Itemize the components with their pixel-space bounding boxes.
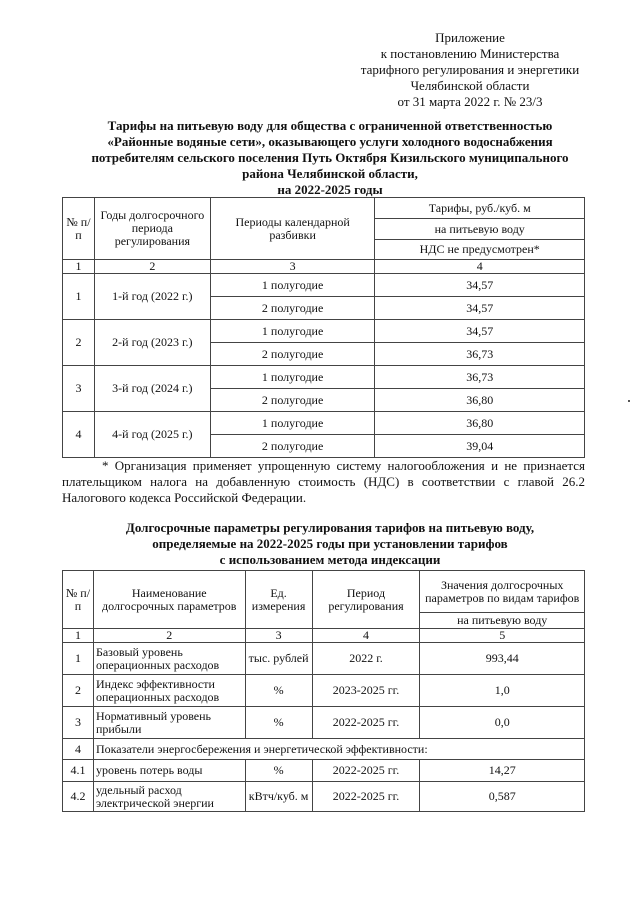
row-value: 34,57 (375, 274, 585, 297)
title-line: Долгосрочные параметры регулирования тарифов на питьевую воду, (125, 520, 535, 535)
row-half: 2 полугодие (210, 343, 375, 366)
parameters-table (62, 570, 585, 812)
section-num: 4 (63, 739, 94, 760)
title-line: на 2022-2025 годы (277, 182, 383, 197)
row-value: 36,73 (375, 343, 585, 366)
row-half: 2 полугодие (210, 389, 375, 412)
header-unit: Ед. измерения (245, 571, 312, 629)
row-num: 1 (63, 274, 95, 320)
title-line: потребителям сельского поселения Путь Октября Кизильского муниципального (91, 150, 569, 165)
title-line: определяемые на 2022-2025 годы при установлении тарифов (152, 536, 508, 551)
row-period: 2022-2025 гг. (312, 707, 420, 739)
header-water: на питьевую воду (375, 219, 585, 240)
row-num: 4 (63, 412, 95, 458)
row-value: 1,0 (420, 675, 585, 707)
row-half: 1 полугодие (210, 366, 375, 389)
appendix-line: к постановлению Министерства (380, 46, 560, 61)
index-cell: 2 (93, 629, 245, 643)
row-num: 1 (63, 643, 94, 675)
row-name: Индекс эффективности операционных расходов (93, 675, 245, 707)
row-value: 0,587 (420, 782, 585, 812)
header-values: Значения долгосрочных параметров по видам тарифов (420, 571, 585, 613)
header-water: на питьевую воду (420, 613, 585, 629)
row-unit: % (245, 675, 312, 707)
row-period: 2022-2025 гг. (312, 760, 420, 782)
row-name: Нормативный уровень прибыли (93, 707, 245, 739)
table-row (63, 320, 585, 343)
row-period: 2022 г. (312, 643, 420, 675)
table-row (63, 412, 585, 435)
table-row (63, 782, 585, 812)
section-row (63, 739, 585, 760)
appendix-line: от 31 марта 2022 г. № 23/3 (397, 94, 543, 109)
row-value: 39,04 (375, 435, 585, 458)
row-value: 36,73 (375, 366, 585, 389)
row-num: 3 (63, 366, 95, 412)
header-years: Годы долгосрочного периода регулирования (94, 198, 210, 260)
row-value: 993,44 (420, 643, 585, 675)
row-period: 2023-2025 гг. (312, 675, 420, 707)
row-year: 4-й год (2025 г.) (94, 412, 210, 458)
row-value: 36,80 (375, 412, 585, 435)
row-year: 3-й год (2024 г.) (94, 366, 210, 412)
index-cell: 5 (420, 629, 585, 643)
row-half: 2 полугодие (210, 435, 375, 458)
tariff-table (62, 197, 585, 458)
appendix-header (330, 30, 610, 110)
appendix-line: тарифного регулирования и энергетики (360, 62, 580, 77)
row-num: 4.1 (63, 760, 94, 782)
title-line: с использованием метода индексации (219, 552, 441, 567)
parameters-table-title (60, 520, 600, 568)
row-half: 2 полугодие (210, 297, 375, 320)
appendix-line: Приложение (435, 30, 505, 45)
header-tariffs: Тарифы, руб./куб. м (375, 198, 585, 219)
row-unit: % (245, 707, 312, 739)
table-row (63, 274, 585, 297)
row-half: 1 полугодие (210, 274, 375, 297)
row-unit: % (245, 760, 312, 782)
table-row (63, 675, 585, 707)
row-half: 1 полугодие (210, 412, 375, 435)
row-num: 2 (63, 675, 94, 707)
title-line: района Челябинской области, (242, 166, 418, 181)
row-name: уровень потерь воды (93, 760, 245, 782)
index-cell: 3 (210, 260, 375, 274)
index-cell: 4 (312, 629, 420, 643)
row-period: 2022-2025 гг. (312, 782, 420, 812)
index-cell: 1 (63, 629, 94, 643)
row-value: 14,27 (420, 760, 585, 782)
header-num: № п/п (63, 198, 95, 260)
row-half: 1 полугодие (210, 320, 375, 343)
appendix-line: Челябинской области (410, 78, 530, 93)
row-name: удельный расход электрической энергии (93, 782, 245, 812)
row-value: 36,80 (375, 389, 585, 412)
index-cell: 3 (245, 629, 312, 643)
row-num: 2 (63, 320, 95, 366)
index-cell: 4 (375, 260, 585, 274)
header-name: Наименование долгосрочных параметров (93, 571, 245, 629)
header-num: № п/п (63, 571, 94, 629)
table-row (63, 366, 585, 389)
header-period: Период регулирования (312, 571, 420, 629)
title-line: «Районные водяные сети», оказывающего услуги холодного водоснабжения (107, 134, 553, 149)
header-vat: НДС не предусмотрен* (375, 240, 585, 260)
row-num: 4.2 (63, 782, 94, 812)
tariff-table-title (60, 118, 600, 198)
header-periods: Периоды календарной разбивки (210, 198, 375, 260)
row-value: 0,0 (420, 707, 585, 739)
tax-footnote (62, 458, 585, 506)
index-cell: 2 (94, 260, 210, 274)
table-row (63, 760, 585, 782)
row-unit: тыс. рублей (245, 643, 312, 675)
index-cell: 1 (63, 260, 95, 274)
row-year: 1-й год (2022 г.) (94, 274, 210, 320)
title-line: Тарифы на питьевую воду для общества с ограниченной ответственностью (107, 118, 553, 133)
row-num: 3 (63, 707, 94, 739)
row-value: 34,57 (375, 320, 585, 343)
scan-speck (628, 400, 630, 402)
footnote-text: * Организация применяет упрощенную систему налогообложения и не признается плательщиком налога на добавленную стоимость (НДС) в соответствии с главой 26.2 Налогового кодекса Российской Федерации. (62, 458, 585, 505)
table-row (63, 643, 585, 675)
row-year: 2-й год (2023 г.) (94, 320, 210, 366)
row-unit: кВтч/куб. м (245, 782, 312, 812)
table-row (63, 707, 585, 739)
section-label: Показатели энергосбережения и энергетической эффективности: (93, 739, 584, 760)
row-name: Базовый уровень операционных расходов (93, 643, 245, 675)
row-value: 34,57 (375, 297, 585, 320)
